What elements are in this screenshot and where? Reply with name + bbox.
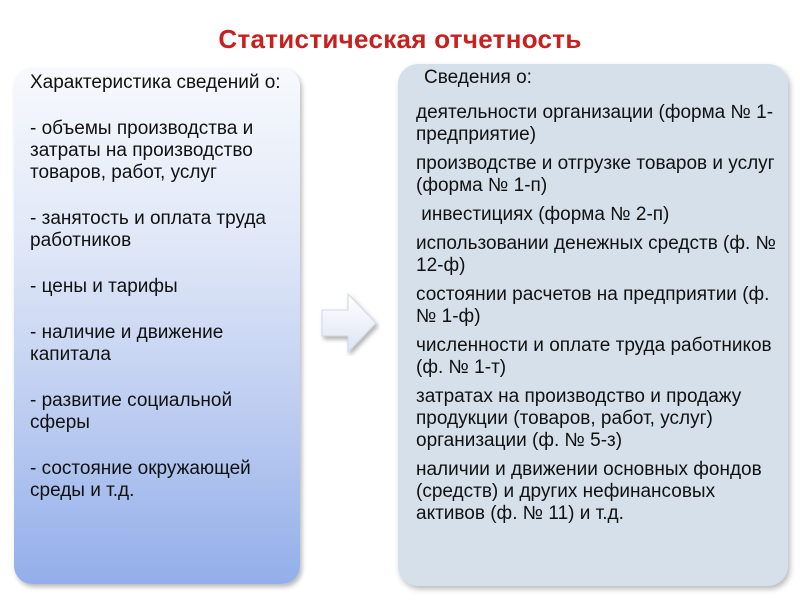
characteristics-item: - занятость и оплата труда работников — [30, 208, 266, 251]
reports-panel — [398, 64, 788, 586]
characteristics-item: - объемы производства и затраты на производство товаров, работ, услуг — [30, 118, 254, 183]
reports-heading: Сведения о: — [424, 67, 532, 88]
report-item: численности и оплате труда работников (ф. № 1-т) — [416, 335, 772, 378]
characteristics-heading: Характеристика сведений о: — [30, 72, 281, 93]
report-item: наличии и движении основных фондов (средств) и других нефинансовых активов (ф. № 11) и т.д. — [416, 459, 762, 524]
slide-title: Статистическая отчетность — [218, 24, 582, 54]
report-item: использовании денежных средств (ф. № 12-ф) — [416, 233, 776, 276]
report-item: затратах на производство и продажу продукции (товаров, работ, услуг) организации (ф. № 5-з) — [416, 386, 742, 451]
characteristics-item: - состояние окружающей среды и т.д. — [30, 458, 251, 501]
characteristics-item: - наличие и движение капитала — [30, 322, 224, 365]
characteristics-panel — [14, 68, 300, 584]
report-item: деятельности организации (форма № 1-предприятие) — [416, 102, 774, 145]
characteristics-item: - развитие социальной сферы — [30, 390, 233, 433]
report-item: инвестициях (форма № 2-п) — [416, 204, 670, 225]
right-arrow-icon — [318, 290, 380, 356]
characteristics-item: - цены и тарифы — [30, 276, 178, 297]
report-item: состоянии расчетов на предприятии (ф. № 1-ф) — [416, 284, 770, 327]
report-item: производстве и отгрузке товаров и услуг (форма № 1-п) — [416, 153, 775, 196]
